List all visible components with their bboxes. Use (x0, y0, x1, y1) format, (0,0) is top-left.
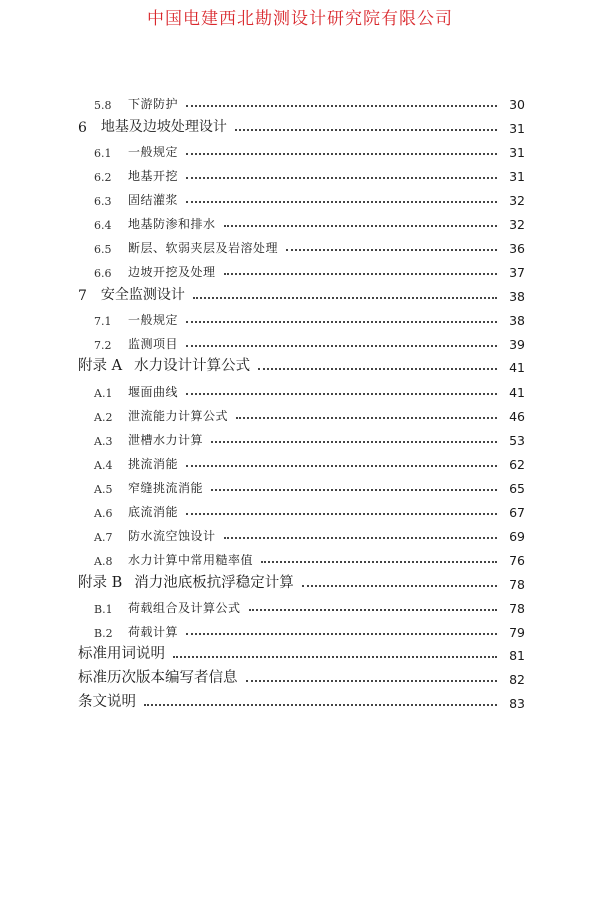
toc-entry-number: A.6 (94, 507, 113, 520)
toc-entry-number: 6.6 (94, 267, 112, 280)
toc-entry-page: 79 (509, 625, 525, 640)
toc-entry[interactable] (94, 210, 525, 232)
toc-entry-number: 6.1 (94, 147, 112, 160)
toc-entry[interactable] (78, 114, 525, 136)
toc-entry-number: A.7 (94, 531, 113, 544)
toc-entry-page: 32 (509, 217, 525, 232)
toc-leader-dots (302, 585, 497, 587)
toc-entry-number: A.2 (94, 411, 113, 424)
toc-entry-number: A.3 (94, 435, 113, 448)
toc-entry-page: 81 (509, 648, 525, 663)
toc-entry-number: 6.2 (94, 171, 112, 184)
toc-entry-title: 标准用词说明 (78, 646, 165, 662)
toc-entry-page: 36 (509, 241, 525, 256)
toc-leader-dots (193, 297, 497, 299)
toc-leader-dots (249, 609, 497, 611)
toc-entry-page: 83 (509, 696, 525, 711)
toc-entry[interactable] (94, 426, 525, 448)
toc-entry-title: 底流消能 (128, 505, 179, 519)
toc-entry-title: 堰面曲线 (128, 385, 179, 399)
toc-leader-dots (224, 537, 497, 539)
toc-entry-title: 地基开挖 (128, 169, 179, 183)
toc-leader-dots (186, 105, 497, 107)
toc-entry-number: 7.1 (94, 315, 112, 328)
toc-entry-number: 6 (78, 120, 87, 136)
toc-entry-title: 断层、软弱夹层及岩溶处理 (128, 241, 279, 255)
toc-entry-title: 固结灌浆 (128, 193, 179, 207)
toc-entry-page: 41 (509, 360, 525, 375)
toc-entry-number: 7 (78, 288, 87, 304)
toc-entry-title: 边坡开挖及处理 (128, 265, 216, 279)
toc-entry-title: 挑流消能 (128, 457, 179, 471)
toc-entry[interactable] (94, 618, 525, 640)
toc-entry-title: 荷载计算 (128, 625, 179, 639)
toc-entry-page: 53 (509, 433, 525, 448)
toc-entry-page: 30 (509, 97, 525, 112)
toc-entry-page: 69 (509, 529, 525, 544)
toc-entry[interactable] (94, 258, 525, 280)
toc-entry-title: 安全监测设计 (100, 287, 185, 303)
toc-entry[interactable] (94, 378, 525, 400)
toc-entry[interactable] (78, 665, 525, 687)
toc-entry-title: 监测项目 (128, 337, 179, 351)
toc-entry-title: 标准历次版本编写者信息 (78, 670, 238, 686)
toc-leader-dots (144, 704, 497, 706)
toc-entry-page: 78 (509, 601, 525, 616)
toc-entry[interactable] (94, 234, 525, 256)
toc-leader-dots (286, 249, 497, 251)
toc-entry-page: 82 (509, 672, 525, 687)
toc-leader-dots (186, 321, 497, 323)
toc-entry[interactable] (94, 594, 525, 616)
toc-entry[interactable] (94, 162, 525, 184)
toc-entry-page: 31 (509, 121, 525, 136)
toc-entry[interactable] (78, 353, 525, 375)
toc-leader-dots (258, 368, 497, 370)
toc-entry[interactable] (94, 402, 525, 424)
toc-entry-page: 39 (509, 337, 525, 352)
toc-leader-dots (235, 129, 497, 131)
toc-leader-dots (186, 345, 497, 347)
toc-entry-number: A.1 (94, 387, 113, 400)
toc-entry-number: 6.4 (94, 219, 112, 232)
toc-entry[interactable] (94, 306, 525, 328)
toc-leader-dots (246, 680, 498, 682)
toc-entry[interactable] (94, 330, 525, 352)
toc-entry-number: 附录 B (78, 575, 123, 591)
toc-leader-dots (224, 225, 497, 227)
toc-entry-page: 46 (509, 409, 525, 424)
toc-leader-dots (173, 656, 497, 658)
toc-entry-title: 水力计算中常用糙率值 (128, 553, 254, 567)
toc-entry[interactable] (94, 546, 525, 568)
toc-entry-title: 窄缝挑流消能 (128, 481, 204, 495)
toc-entry-number: 7.2 (94, 339, 112, 352)
toc-entry[interactable] (78, 641, 525, 663)
toc-entry[interactable] (78, 570, 525, 592)
toc-entry-number: 6.5 (94, 243, 112, 256)
toc-entry-number: 5.8 (94, 99, 112, 112)
toc-leader-dots (211, 441, 497, 443)
toc-entry[interactable] (94, 474, 525, 496)
toc-entry-title: 水力设计计算公式 (134, 358, 251, 374)
toc-entry[interactable] (78, 689, 525, 711)
toc-entry-title: 防水流空蚀设计 (128, 529, 216, 543)
toc-entry-title: 一般规定 (128, 313, 179, 327)
toc-entry-title: 消力池底板抗浮稳定计算 (134, 575, 294, 591)
toc-leader-dots (186, 177, 497, 179)
toc-entry-page: 76 (509, 553, 525, 568)
toc-leader-dots (224, 273, 497, 275)
toc-entry-title: 地基及边坡处理设计 (100, 119, 227, 135)
toc-leader-dots (186, 633, 497, 635)
toc-entry-title: 泄槽水力计算 (128, 433, 204, 447)
toc-leader-dots (236, 417, 497, 419)
toc-leader-dots (211, 489, 497, 491)
toc-entry-number: 附录 A (78, 358, 123, 374)
toc-entry[interactable] (94, 186, 525, 208)
toc-entry-page: 41 (509, 385, 525, 400)
toc-entry-number: A.5 (94, 483, 113, 496)
toc-entry-number: A.4 (94, 459, 113, 472)
toc-entry-page: 31 (509, 169, 525, 184)
toc-leader-dots (186, 513, 497, 515)
toc-entry[interactable] (94, 90, 525, 112)
toc-entry[interactable] (94, 450, 525, 472)
toc-entry-title: 下游防护 (128, 97, 179, 111)
toc-leader-dots (186, 153, 497, 155)
toc-entry-title: 泄流能力计算公式 (128, 409, 229, 423)
toc-leader-dots (261, 561, 497, 563)
toc-entry-page: 31 (509, 145, 525, 160)
publisher-watermark-header: 中国电建西北勘测设计研究院有限公司 (147, 9, 453, 29)
toc-entry-title: 条文说明 (78, 694, 136, 710)
toc-entry[interactable] (94, 138, 525, 160)
toc-entry-title: 一般规定 (128, 145, 179, 159)
toc-entry[interactable] (94, 522, 525, 544)
toc-entry[interactable] (94, 498, 525, 520)
toc-entry-number: 6.3 (94, 195, 112, 208)
toc-leader-dots (186, 393, 497, 395)
toc-entry-page: 78 (509, 577, 525, 592)
toc-entry-page: 62 (509, 457, 525, 472)
toc-entry-page: 67 (509, 505, 525, 520)
toc-entry-page: 38 (509, 313, 525, 328)
toc-entry-page: 32 (509, 193, 525, 208)
toc-entry-number: B.2 (94, 627, 113, 640)
toc-entry[interactable] (78, 282, 525, 304)
toc-entry-page: 37 (509, 265, 525, 280)
toc-leader-dots (186, 465, 497, 467)
toc-entry-page: 38 (509, 289, 525, 304)
toc-leader-dots (186, 201, 497, 203)
toc-entry-number: A.8 (94, 555, 113, 568)
toc-entry-number: B.1 (94, 603, 113, 616)
toc-entry-page: 65 (509, 481, 525, 496)
toc-entry-title: 地基防渗和排水 (128, 217, 216, 231)
toc-entry-title: 荷载组合及计算公式 (128, 601, 241, 615)
